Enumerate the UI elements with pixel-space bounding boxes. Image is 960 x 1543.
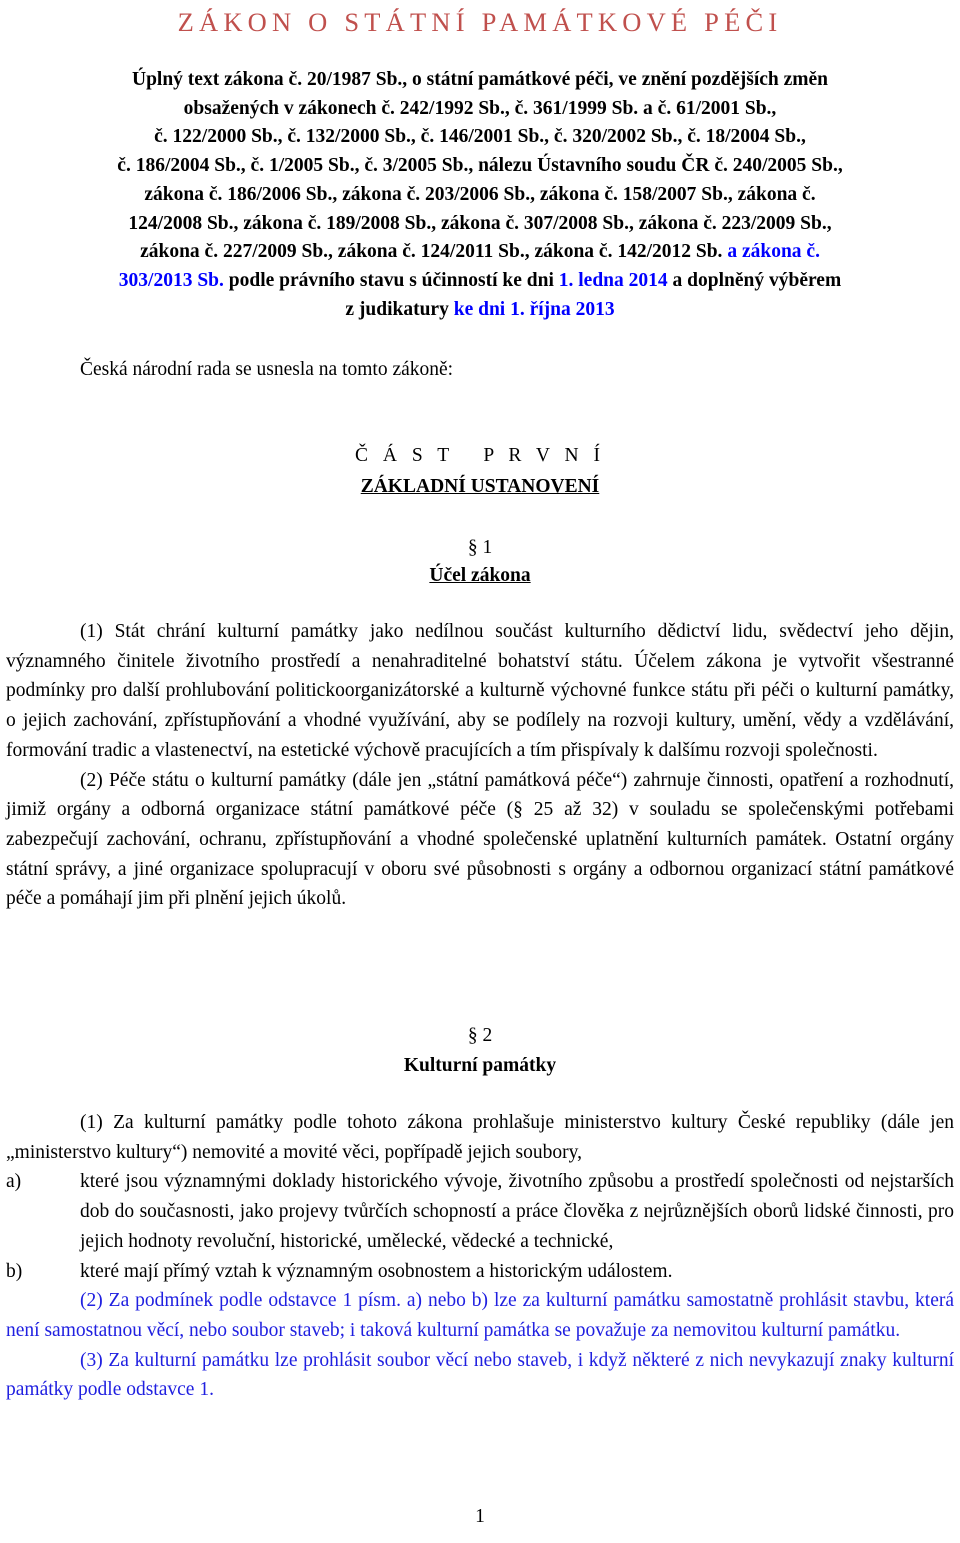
paragraph: (1) Stát chrání kulturní památky jako nedílnou součást kulturního dědictví lidu, svědectví jeho dějin, významného činitele životního prostředí a nenahraditelné bohatství státu. Účelem zákona je vytvořit všestranné podmínky pro další prohlubování politickoorganizátorské a kulturně výchovné funkce státu při péči o kulturní památky, o jejich zachování, zpřístupňování a vhodné využívání, aby se podílely na rozvoji kultury, umění, vědy a vzdělávání, formování tradic a vlastenectví, na estetické výchově pracujících a tím přispívaly k dalšímu rozvoji společnosti. — [6, 621, 954, 761]
list-item-label: b) — [6, 1260, 23, 1282]
subtitle-text: z judikatury — [345, 298, 449, 320]
subtitle-line: Úplný text zákona č. 20/1987 Sb., o státní památkové péči, ve znění pozdějších změn — [131, 69, 829, 90]
subtitle-amendment-text: 1. ledna 2014 — [558, 269, 668, 291]
list-item-text: které jsou významnými doklady historického vývoje, životního způsobu a prostředí společnosti od nejstarších dob do současnosti, jako projevy tvůrčích schopností a práce člověka z nejrůznějších oborů lidské činnosti, pro jejich hodnoty revoluční, historické, umělecké, vědecké a technické, — [80, 1171, 954, 1252]
subtitle-line — [6, 267, 954, 296]
list-item-label: a) — [6, 1171, 22, 1193]
page-number: 1 — [475, 1506, 485, 1527]
section-title: Účel zákona — [429, 565, 531, 586]
section-2-body — [6, 1108, 954, 1405]
law-title: ZÁKON O STÁTNÍ PAMÁTKOVÉ PÉČI — [177, 7, 783, 37]
subtitle-line: obsažených v zákonech č. 242/1992 Sb., č. 361/1999 Sb. a č. 61/2001 Sb., — [183, 97, 777, 119]
subtitle-text: podle právního stavu s účinností ke dni — [228, 269, 554, 291]
section-number: § 1 — [467, 537, 493, 558]
section-title: Kulturní památky — [403, 1055, 557, 1076]
subtitle-line: č. 186/2004 Sb., č. 1/2005 Sb., č. 3/2005 Sb., nálezu Ústavního soudu ČR č. 240/2005 Sb., — [117, 155, 843, 177]
subtitle-line: č. 122/2000 Sb., č. 132/2000 Sb., č. 146/2001 Sb., č. 320/2002 Sb., č. 18/2004 Sb., — [154, 126, 806, 148]
subtitle-amendment-text: 303/2013 Sb. — [118, 269, 224, 291]
paragraph: (2) Péče státu o kulturní památky (dále jen „státní památková péče“) zahrnuje činnosti, opatření a rozhodnutí, jimiž orgány a odborná organizace státní památkové péče (§ 25 až 32) v souladu se společenskými potřebami zabezpečují zachování, ochranu, zpřístupňování a vhodné společenské uplatnění kulturních památek. Ostatní orgány státní správy, a jiné organizace spolupracují v oboru své působnosti s orgány a odbornou organizací státní památkové péče a pomáhají jim při plnění jejich úkolů. — [6, 769, 954, 910]
section-number: § 2 — [467, 1025, 493, 1046]
law-subtitle — [6, 66, 954, 324]
list-item-text: které mají přímý vztah k významným osobnostem a historickým událostem. — [80, 1260, 673, 1282]
subtitle-line: zákona č. 186/2006 Sb., zákona č. 203/2006 Sb., zákona č. 158/2007 Sb., zákona č. — [144, 183, 816, 205]
section-1-body — [6, 617, 954, 914]
amended-paragraph: (2) Za podmínek podle odstavce 1 písm. a) nebo b) lze za kulturní památku samostatně prohlásit stavbu, která není samostatnou věcí, nebo soubor staveb; i taková kulturní památka se považuje za nemovitou kulturní památku. — [6, 1290, 954, 1341]
subtitle-text: zákona č. 227/2009 Sb., zákona č. 124/2011 Sb., zákona č. 142/2012 Sb. — [140, 241, 723, 263]
subtitle-line: 124/2008 Sb., zákona č. 189/2008 Sb., zákona č. 307/2008 Sb., zákona č. 223/2009 Sb., — [128, 212, 832, 234]
subtitle-amendment-text: a zákona č. — [727, 241, 820, 263]
paragraph: (1) Za kulturní památky podle tohoto zákona prohlašuje ministerstvo kultury České republiky (dále jen „ministerstvo kultury“) nemovité a movité věci, popřípadě jejich soubory, — [6, 1112, 954, 1163]
subtitle-line — [6, 296, 954, 325]
list-item — [6, 1167, 954, 1256]
subtitle-amendment-text: ke dni 1. října 2013 — [453, 298, 615, 320]
amended-paragraph: (3) Za kulturní památku lze prohlásit soubor věcí nebo staveb, i když některé z nich nevykazují znaky kulturní památky podle odstavce 1. — [6, 1349, 954, 1401]
part-heading: Č Á S T P R V N Í — [355, 445, 605, 466]
preamble: Česká národní rada se usnesla na tomto zákoně: — [80, 359, 454, 380]
subtitle-line — [6, 238, 954, 267]
subtitle-text: a doplněný výběrem — [672, 269, 842, 291]
list-item — [6, 1257, 954, 1287]
part-title: ZÁKLADNÍ USTANOVENÍ — [360, 476, 600, 497]
